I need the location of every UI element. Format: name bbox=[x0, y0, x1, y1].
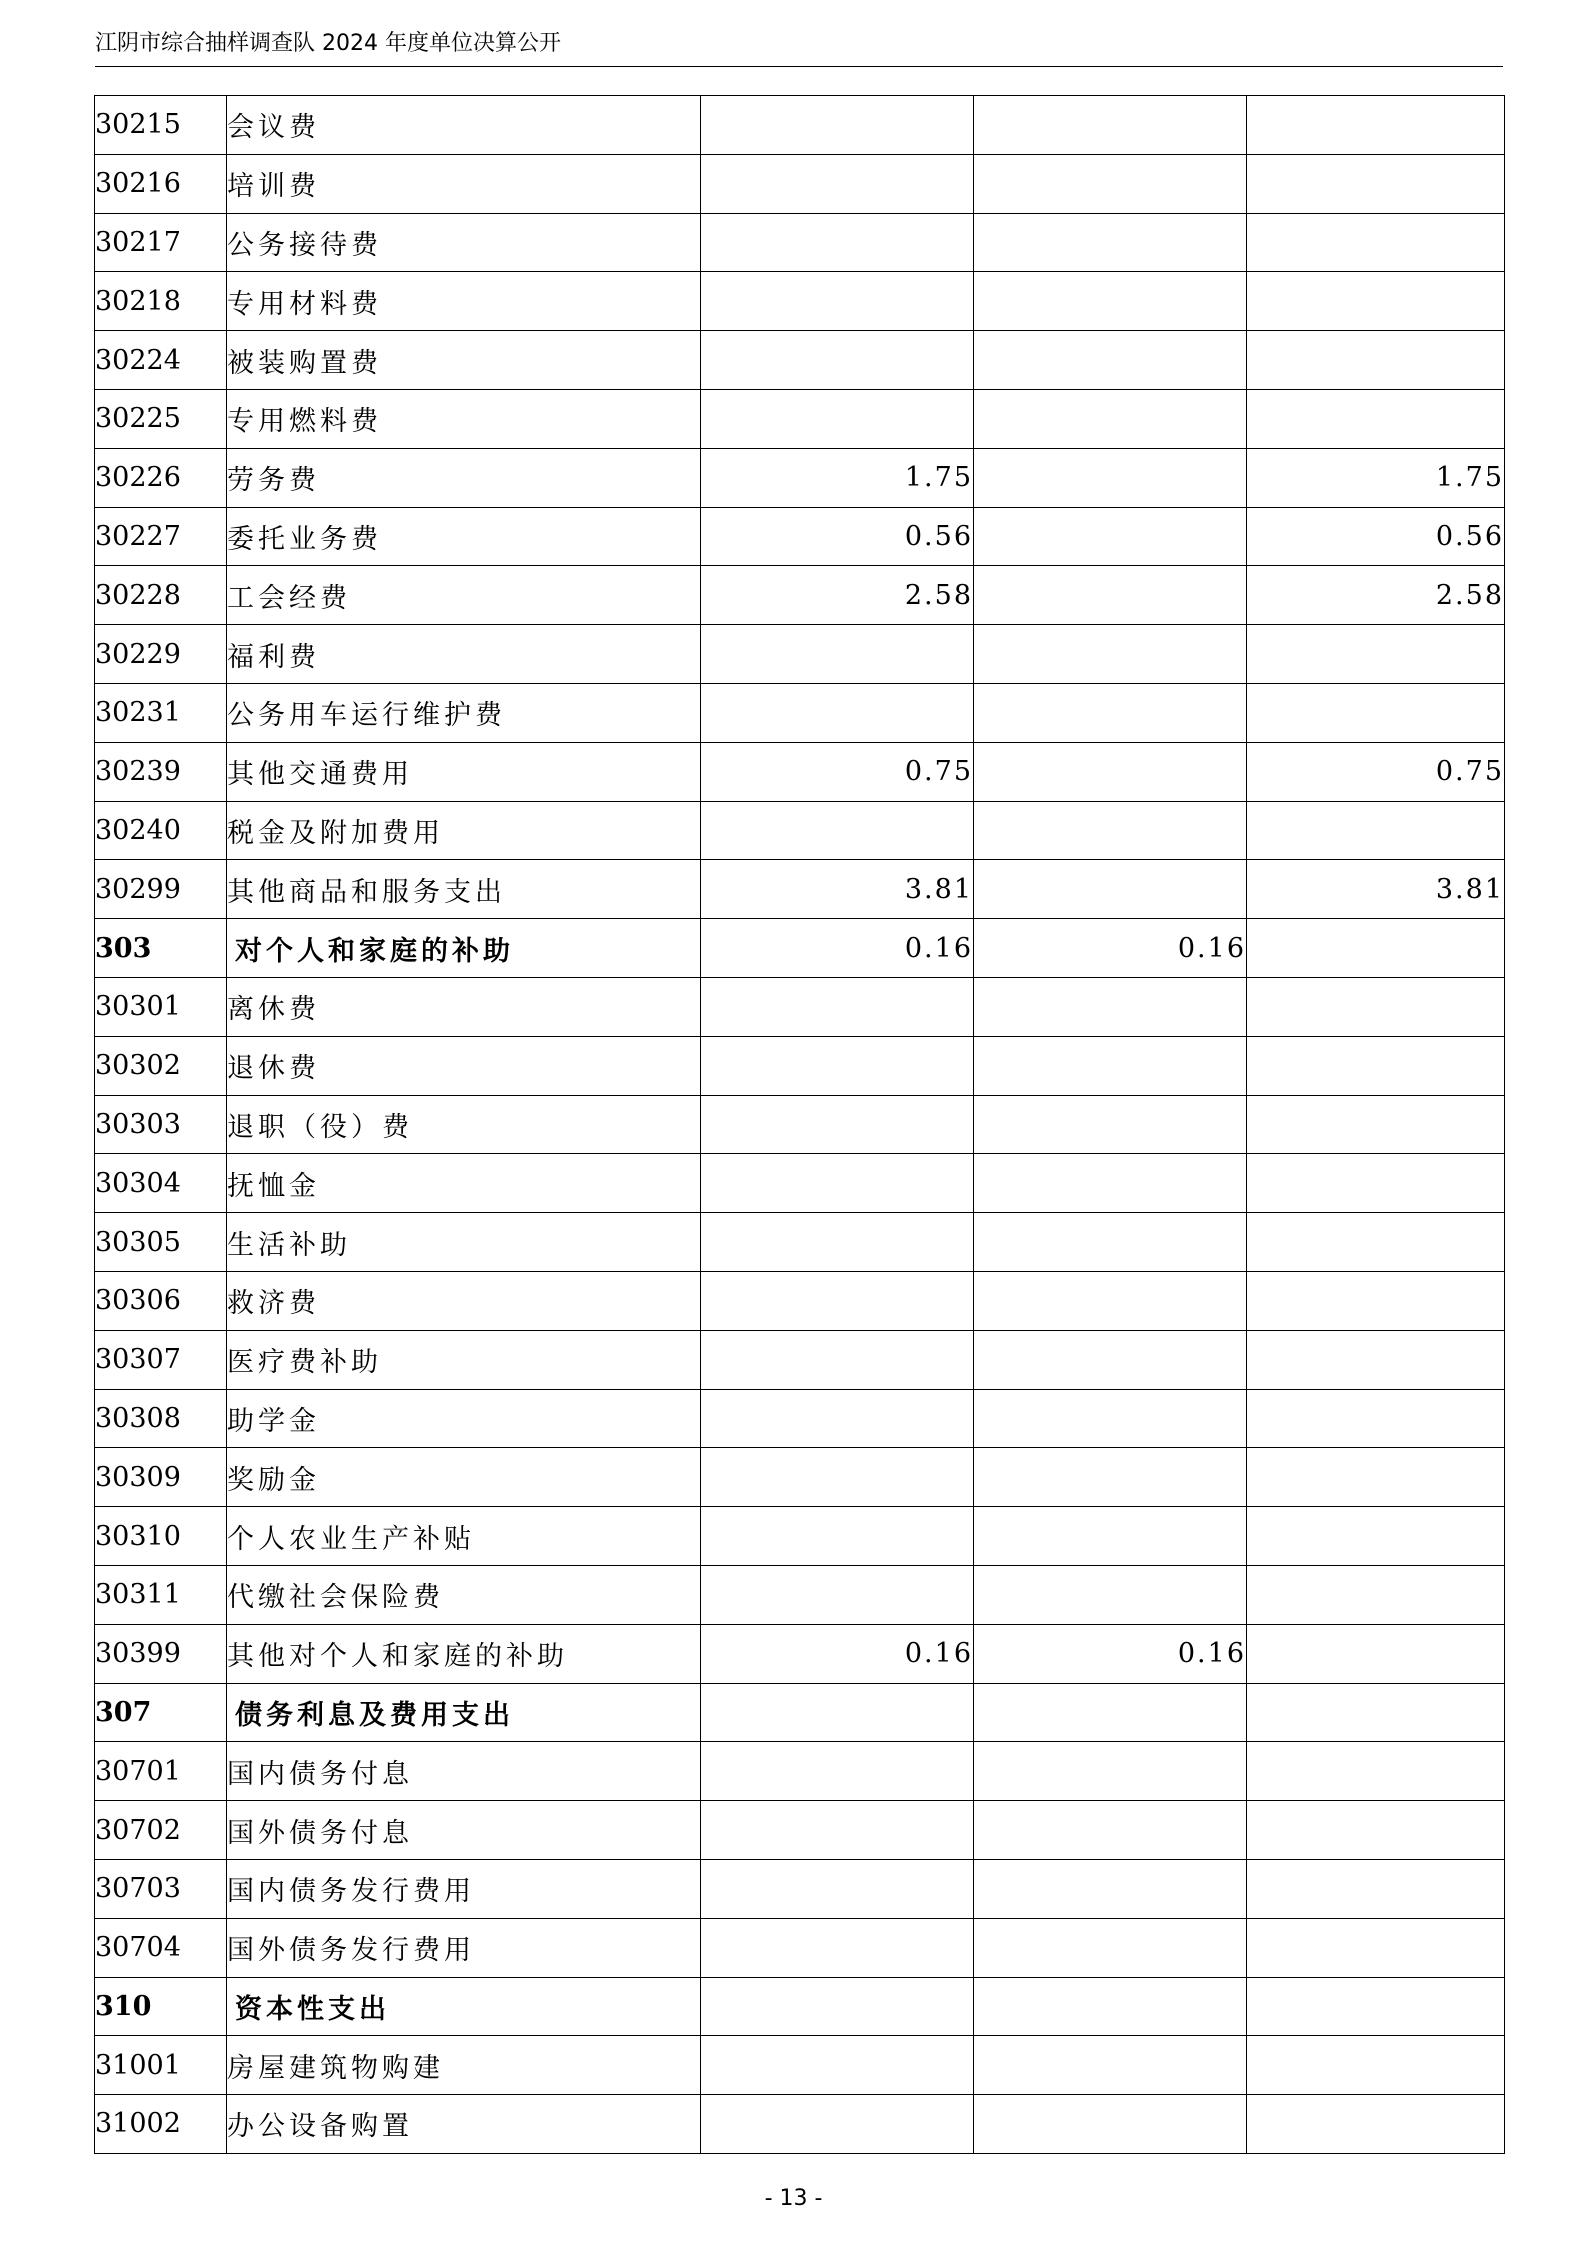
table-row bbox=[95, 1507, 1505, 1566]
page-header-title: 江阴市综合抽样调查队 2024 年度单位决算公开 bbox=[95, 31, 561, 56]
table-row bbox=[95, 213, 1505, 272]
amount-cell-3 bbox=[1247, 96, 1505, 155]
amount-cell-2 bbox=[974, 683, 1247, 742]
subject-code-cell: 30226 bbox=[95, 448, 227, 507]
amount-cell-1 bbox=[701, 1271, 974, 1330]
subject-code-cell: 30302 bbox=[95, 1036, 227, 1095]
subject-name-cell: 对个人和家庭的补助 bbox=[227, 919, 701, 978]
amount-cell-2 bbox=[974, 860, 1247, 919]
amount-cell-1 bbox=[701, 213, 974, 272]
amount-cell-1 bbox=[701, 1742, 974, 1801]
subject-name-cell: 会议费 bbox=[227, 96, 701, 155]
table-row bbox=[95, 272, 1505, 331]
amount-cell-3 bbox=[1247, 331, 1505, 390]
subject-name-cell: 助学金 bbox=[227, 1389, 701, 1448]
table-row bbox=[95, 1330, 1505, 1389]
expenditure-table bbox=[94, 95, 1505, 2154]
table-row bbox=[95, 566, 1505, 625]
amount-cell-3 bbox=[1247, 1859, 1505, 1918]
amount-cell-1 bbox=[701, 331, 974, 390]
amount-cell-3 bbox=[1247, 213, 1505, 272]
amount-cell-2 bbox=[974, 272, 1247, 331]
table-row bbox=[95, 683, 1505, 742]
amount-cell-3 bbox=[1247, 1330, 1505, 1389]
amount-cell-3 bbox=[1247, 1448, 1505, 1507]
amount-cell-3 bbox=[1247, 389, 1505, 448]
subject-name-cell: 离休费 bbox=[227, 977, 701, 1036]
amount-cell-1 bbox=[701, 1330, 974, 1389]
amount-cell-3 bbox=[1247, 1742, 1505, 1801]
subject-name-cell: 办公设备购置 bbox=[227, 2095, 701, 2154]
amount-cell-3 bbox=[1247, 1801, 1505, 1860]
subject-name-cell: 国外债务发行费用 bbox=[227, 1918, 701, 1977]
table-row bbox=[95, 1213, 1505, 1272]
amount-cell-1 bbox=[701, 1565, 974, 1624]
amount-cell-1 bbox=[701, 1507, 974, 1566]
amount-cell-1: 3.81 bbox=[701, 860, 974, 919]
subject-name-cell: 抚恤金 bbox=[227, 1154, 701, 1213]
category-row bbox=[95, 1977, 1505, 2036]
amount-cell-2 bbox=[974, 1801, 1247, 1860]
subject-code-cell: 30311 bbox=[95, 1565, 227, 1624]
amount-cell-2 bbox=[974, 213, 1247, 272]
subject-code-cell: 30231 bbox=[95, 683, 227, 742]
table-row bbox=[95, 742, 1505, 801]
subject-code-cell: 30702 bbox=[95, 1801, 227, 1860]
table-row bbox=[95, 389, 1505, 448]
table-row bbox=[95, 1918, 1505, 1977]
amount-cell-3 bbox=[1247, 1683, 1505, 1742]
amount-cell-3 bbox=[1247, 1507, 1505, 1566]
table-row bbox=[95, 1154, 1505, 1213]
amount-cell-3 bbox=[1247, 919, 1505, 978]
subject-code-cell: 30703 bbox=[95, 1859, 227, 1918]
amount-cell-3 bbox=[1247, 1154, 1505, 1213]
amount-cell-3 bbox=[1247, 1624, 1505, 1683]
subject-code-cell: 30228 bbox=[95, 566, 227, 625]
subject-name-cell: 代缴社会保险费 bbox=[227, 1565, 701, 1624]
table-row bbox=[95, 1095, 1505, 1154]
subject-name-cell: 公务接待费 bbox=[227, 213, 701, 272]
amount-cell-1: 1.75 bbox=[701, 448, 974, 507]
amount-cell-3 bbox=[1247, 1213, 1505, 1272]
amount-cell-3 bbox=[1247, 1036, 1505, 1095]
amount-cell-3 bbox=[1247, 2095, 1505, 2154]
subject-name-cell: 救济费 bbox=[227, 1271, 701, 1330]
category-row bbox=[95, 1683, 1505, 1742]
amount-cell-1: 0.56 bbox=[701, 507, 974, 566]
subject-code-cell: 30399 bbox=[95, 1624, 227, 1683]
amount-cell-1 bbox=[701, 625, 974, 684]
subject-name-cell: 奖励金 bbox=[227, 1448, 701, 1507]
subject-name-cell: 其他对个人和家庭的补助 bbox=[227, 1624, 701, 1683]
amount-cell-3: 2.58 bbox=[1247, 566, 1505, 625]
amount-cell-2 bbox=[974, 96, 1247, 155]
amount-cell-3 bbox=[1247, 1095, 1505, 1154]
subject-code-cell: 30309 bbox=[95, 1448, 227, 1507]
amount-cell-2 bbox=[974, 977, 1247, 1036]
amount-cell-1 bbox=[701, 801, 974, 860]
table-row bbox=[95, 1801, 1505, 1860]
amount-cell-1: 0.16 bbox=[701, 1624, 974, 1683]
subject-name-cell: 其他商品和服务支出 bbox=[227, 860, 701, 919]
table-row bbox=[95, 2095, 1505, 2154]
amount-cell-2 bbox=[974, 1154, 1247, 1213]
page-number: - 13 - bbox=[764, 2186, 823, 2211]
subject-code-cell: 30227 bbox=[95, 507, 227, 566]
table-row bbox=[95, 1624, 1505, 1683]
table-row bbox=[95, 154, 1505, 213]
table-row bbox=[95, 507, 1505, 566]
amount-cell-3: 3.81 bbox=[1247, 860, 1505, 919]
amount-cell-3 bbox=[1247, 1389, 1505, 1448]
amount-cell-1: 0.75 bbox=[701, 742, 974, 801]
amount-cell-2: 0.16 bbox=[974, 1624, 1247, 1683]
subject-code-cell: 30224 bbox=[95, 331, 227, 390]
subject-name-cell: 国外债务付息 bbox=[227, 1801, 701, 1860]
amount-cell-2 bbox=[974, 1683, 1247, 1742]
table-row bbox=[95, 1389, 1505, 1448]
expenditure-table-body bbox=[95, 96, 1505, 2154]
table-row bbox=[95, 1565, 1505, 1624]
amount-cell-2 bbox=[974, 389, 1247, 448]
subject-code-cell: 30310 bbox=[95, 1507, 227, 1566]
subject-name-cell: 债务利息及费用支出 bbox=[227, 1683, 701, 1742]
subject-code-cell: 30301 bbox=[95, 977, 227, 1036]
subject-code-cell: 310 bbox=[95, 1977, 227, 2036]
amount-cell-3 bbox=[1247, 2036, 1505, 2095]
subject-code-cell: 30215 bbox=[95, 96, 227, 155]
amount-cell-2 bbox=[974, 154, 1247, 213]
amount-cell-1 bbox=[701, 1918, 974, 1977]
amount-cell-1 bbox=[701, 1448, 974, 1507]
amount-cell-1 bbox=[701, 389, 974, 448]
amount-cell-1 bbox=[701, 2095, 974, 2154]
amount-cell-2 bbox=[974, 1448, 1247, 1507]
amount-cell-3: 0.56 bbox=[1247, 507, 1505, 566]
subject-name-cell: 被装购置费 bbox=[227, 331, 701, 390]
amount-cell-3 bbox=[1247, 1565, 1505, 1624]
header-divider bbox=[95, 66, 1503, 67]
amount-cell-1 bbox=[701, 1389, 974, 1448]
table-row bbox=[95, 2036, 1505, 2095]
amount-cell-2 bbox=[974, 1977, 1247, 2036]
amount-cell-1 bbox=[701, 1683, 974, 1742]
amount-cell-3 bbox=[1247, 625, 1505, 684]
subject-name-cell: 医疗费补助 bbox=[227, 1330, 701, 1389]
subject-code-cell: 30305 bbox=[95, 1213, 227, 1272]
table-row bbox=[95, 1742, 1505, 1801]
subject-name-cell: 福利费 bbox=[227, 625, 701, 684]
subject-code-cell: 30308 bbox=[95, 1389, 227, 1448]
table-row bbox=[95, 1859, 1505, 1918]
amount-cell-3 bbox=[1247, 272, 1505, 331]
amount-cell-2 bbox=[974, 1565, 1247, 1624]
amount-cell-2 bbox=[974, 1330, 1247, 1389]
subject-name-cell: 国内债务付息 bbox=[227, 1742, 701, 1801]
amount-cell-1 bbox=[701, 2036, 974, 2095]
amount-cell-2 bbox=[974, 1036, 1247, 1095]
table-row bbox=[95, 1036, 1505, 1095]
amount-cell-3: 1.75 bbox=[1247, 448, 1505, 507]
amount-cell-2 bbox=[974, 1742, 1247, 1801]
amount-cell-3 bbox=[1247, 1918, 1505, 1977]
subject-name-cell: 个人农业生产补贴 bbox=[227, 1507, 701, 1566]
amount-cell-1 bbox=[701, 1213, 974, 1272]
subject-code-cell: 30704 bbox=[95, 1918, 227, 1977]
amount-cell-3 bbox=[1247, 1977, 1505, 2036]
subject-name-cell: 退休费 bbox=[227, 1036, 701, 1095]
amount-cell-2 bbox=[974, 1918, 1247, 1977]
amount-cell-1 bbox=[701, 1095, 974, 1154]
subject-name-cell: 退职（役）费 bbox=[227, 1095, 701, 1154]
subject-code-cell: 30701 bbox=[95, 1742, 227, 1801]
table-row bbox=[95, 448, 1505, 507]
amount-cell-3 bbox=[1247, 683, 1505, 742]
table-row bbox=[95, 860, 1505, 919]
amount-cell-1: 0.16 bbox=[701, 919, 974, 978]
subject-name-cell: 税金及附加费用 bbox=[227, 801, 701, 860]
amount-cell-3 bbox=[1247, 154, 1505, 213]
amount-cell-1: 2.58 bbox=[701, 566, 974, 625]
amount-cell-2 bbox=[974, 801, 1247, 860]
table-row bbox=[95, 801, 1505, 860]
amount-cell-1 bbox=[701, 154, 974, 213]
amount-cell-1 bbox=[701, 1036, 974, 1095]
category-row bbox=[95, 919, 1505, 978]
table-row bbox=[95, 625, 1505, 684]
amount-cell-2 bbox=[974, 566, 1247, 625]
amount-cell-2: 0.16 bbox=[974, 919, 1247, 978]
amount-cell-2 bbox=[974, 2036, 1247, 2095]
subject-code-cell: 31002 bbox=[95, 2095, 227, 2154]
amount-cell-2 bbox=[974, 331, 1247, 390]
subject-code-cell: 30307 bbox=[95, 1330, 227, 1389]
amount-cell-2 bbox=[974, 1389, 1247, 1448]
subject-name-cell: 资本性支出 bbox=[227, 1977, 701, 2036]
amount-cell-2 bbox=[974, 2095, 1247, 2154]
table-row bbox=[95, 96, 1505, 155]
subject-code-cell: 30225 bbox=[95, 389, 227, 448]
amount-cell-1 bbox=[701, 272, 974, 331]
subject-code-cell: 30216 bbox=[95, 154, 227, 213]
amount-cell-2 bbox=[974, 507, 1247, 566]
amount-cell-3: 0.75 bbox=[1247, 742, 1505, 801]
subject-name-cell: 国内债务发行费用 bbox=[227, 1859, 701, 1918]
amount-cell-2 bbox=[974, 1859, 1247, 1918]
amount-cell-1 bbox=[701, 1154, 974, 1213]
table-row bbox=[95, 1271, 1505, 1330]
subject-code-cell: 303 bbox=[95, 919, 227, 978]
subject-name-cell: 房屋建筑物购建 bbox=[227, 2036, 701, 2095]
subject-name-cell: 委托业务费 bbox=[227, 507, 701, 566]
amount-cell-1 bbox=[701, 96, 974, 155]
subject-code-cell: 30218 bbox=[95, 272, 227, 331]
subject-code-cell: 30217 bbox=[95, 213, 227, 272]
amount-cell-2 bbox=[974, 1271, 1247, 1330]
table-row bbox=[95, 331, 1505, 390]
amount-cell-3 bbox=[1247, 801, 1505, 860]
amount-cell-2 bbox=[974, 625, 1247, 684]
amount-cell-1 bbox=[701, 683, 974, 742]
subject-name-cell: 培训费 bbox=[227, 154, 701, 213]
amount-cell-1 bbox=[701, 1977, 974, 2036]
subject-name-cell: 生活补助 bbox=[227, 1213, 701, 1272]
subject-name-cell: 工会经费 bbox=[227, 566, 701, 625]
table-row bbox=[95, 1448, 1505, 1507]
amount-cell-1 bbox=[701, 1801, 974, 1860]
subject-code-cell: 30239 bbox=[95, 742, 227, 801]
amount-cell-3 bbox=[1247, 1271, 1505, 1330]
subject-name-cell: 专用燃料费 bbox=[227, 389, 701, 448]
subject-code-cell: 30304 bbox=[95, 1154, 227, 1213]
subject-name-cell: 专用材料费 bbox=[227, 272, 701, 331]
subject-code-cell: 31001 bbox=[95, 2036, 227, 2095]
subject-code-cell: 30303 bbox=[95, 1095, 227, 1154]
amount-cell-3 bbox=[1247, 977, 1505, 1036]
subject-code-cell: 30299 bbox=[95, 860, 227, 919]
amount-cell-2 bbox=[974, 1213, 1247, 1272]
subject-code-cell: 30240 bbox=[95, 801, 227, 860]
amount-cell-2 bbox=[974, 1095, 1247, 1154]
amount-cell-1 bbox=[701, 977, 974, 1036]
subject-code-cell: 30306 bbox=[95, 1271, 227, 1330]
subject-code-cell: 307 bbox=[95, 1683, 227, 1742]
amount-cell-1 bbox=[701, 1859, 974, 1918]
amount-cell-2 bbox=[974, 742, 1247, 801]
subject-name-cell: 公务用车运行维护费 bbox=[227, 683, 701, 742]
subject-name-cell: 其他交通费用 bbox=[227, 742, 701, 801]
subject-code-cell: 30229 bbox=[95, 625, 227, 684]
table-row bbox=[95, 977, 1505, 1036]
subject-name-cell: 劳务费 bbox=[227, 448, 701, 507]
amount-cell-2 bbox=[974, 448, 1247, 507]
amount-cell-2 bbox=[974, 1507, 1247, 1566]
